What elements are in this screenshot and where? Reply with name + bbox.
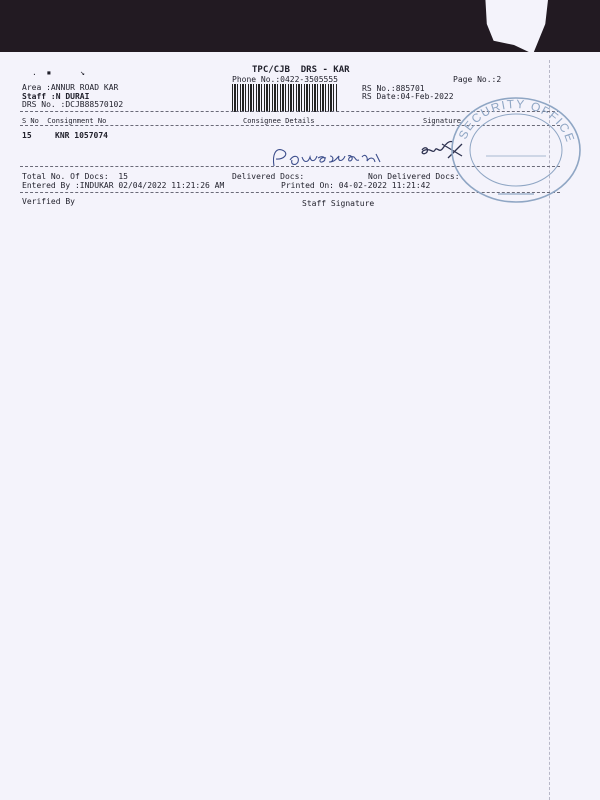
total-docs: Total No. Of Docs: 15 xyxy=(22,172,128,181)
non-delivered-docs: Non Delivered Docs: xyxy=(368,172,460,181)
scan-marks: . ▪ ↘ xyxy=(32,68,85,77)
col-consignee-details: Consignee Details xyxy=(243,117,315,125)
area-field: Area :ANNUR ROAD KAR xyxy=(22,83,119,92)
phone-number: Phone No.:0422-3505555 xyxy=(232,75,338,84)
delivered-docs: Delivered Docs: xyxy=(232,172,305,181)
drs-number: DRS No. :DCJB88570102 xyxy=(22,100,124,109)
staff-field: Staff :N DURAI xyxy=(22,92,90,101)
verified-by: Verified By xyxy=(22,197,75,206)
entered-by: Entered By :INDUKAR 02/04/2022 11:21:26 AM xyxy=(22,181,225,190)
page-number: Page No.:2 xyxy=(453,75,502,84)
rs-number: RS No.:885701 xyxy=(362,84,425,93)
col-sno-consignment: S No Consignment No xyxy=(22,117,107,125)
staff-signature-label: Staff Signature xyxy=(302,199,375,208)
rs-date: RS Date:04-Feb-2022 xyxy=(362,92,454,101)
document-title: TPC/CJB DRS - KAR xyxy=(252,65,350,75)
printed-on: Printed On: 04-02-2022 11:21:42 xyxy=(281,181,431,190)
consignee-signature xyxy=(268,144,398,172)
row-consignment-no: KNR 1057074 xyxy=(55,131,108,140)
barcode xyxy=(232,84,338,112)
row-sno: 15 xyxy=(22,131,32,140)
col-signature: Signature xyxy=(423,117,461,125)
svg-text:SECURITY OFFICE: SECURITY OFFICE xyxy=(455,96,578,145)
security-office-stamp xyxy=(446,90,586,212)
